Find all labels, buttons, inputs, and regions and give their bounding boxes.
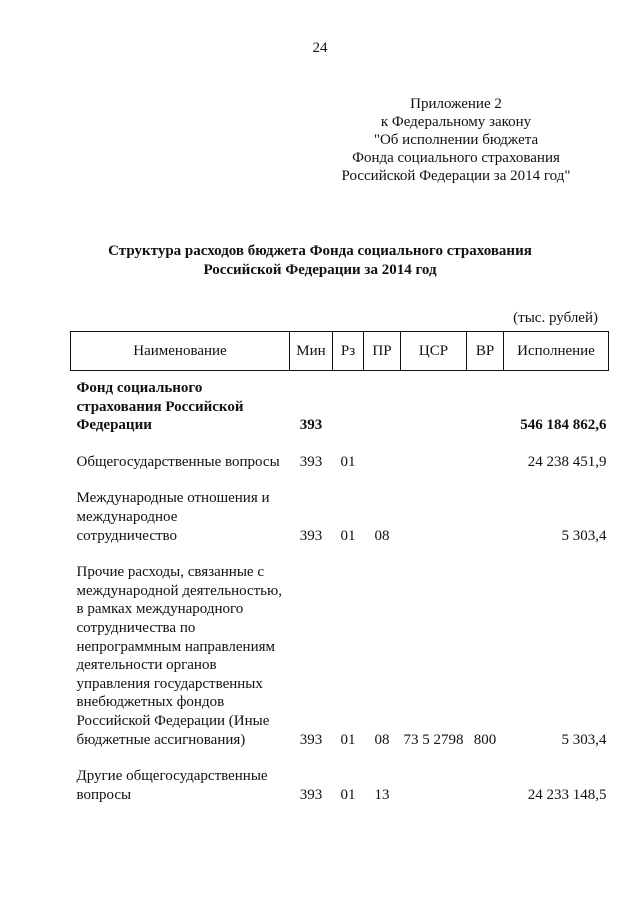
- header-name: Наименование: [71, 332, 290, 371]
- cell-vr: [467, 371, 504, 435]
- row-name-line: Российской Федерации (Иные: [76, 712, 270, 729]
- appendix-line: к Федеральному закону: [380, 114, 532, 130]
- cell-rz: [333, 371, 364, 435]
- cell-min: 393: [299, 786, 323, 803]
- header-vr: ВР: [467, 332, 504, 371]
- appendix-line: Фонда социального страхования: [352, 150, 560, 166]
- table-row: [71, 749, 609, 804]
- row-name-line: Международные отношения и: [76, 490, 270, 507]
- page-number: 24: [312, 40, 328, 56]
- cell-min: 393: [299, 417, 323, 434]
- appendix-line: Приложение 2: [410, 96, 502, 112]
- row-name-line: Общегосударственные вопросы: [76, 453, 280, 470]
- cell-exec: 5 303,4: [561, 527, 607, 544]
- appendix-line: Российской Федерации за 2014 год": [341, 168, 571, 184]
- cell-vr: [467, 749, 504, 804]
- row-name: [71, 749, 290, 804]
- document-title: [0, 242, 640, 280]
- row-name-line: сотрудничества по: [76, 619, 196, 636]
- row-name-line: непрограммным направлениям: [76, 638, 276, 655]
- cell-pr: 13: [374, 786, 390, 803]
- cell-pr: 08: [374, 731, 390, 748]
- cell-vr: [467, 435, 504, 472]
- row-name-line: деятельности органов: [76, 657, 217, 674]
- cell-csr: 73 5 2798: [403, 731, 464, 748]
- row-name: [71, 371, 290, 435]
- cell-rz: 01: [340, 453, 356, 470]
- row-name-line: Федерации: [76, 417, 152, 434]
- appendix-line: "Об исполнении бюджета: [373, 132, 539, 148]
- cell-exec: 24 238 451,9: [527, 453, 607, 470]
- row-name-line: страхования Российской: [76, 398, 244, 415]
- cell-min: 393: [299, 527, 323, 544]
- cell-exec: 546 184 862,6: [520, 417, 607, 434]
- cell-vr: [467, 471, 504, 545]
- header-pr: ПР: [364, 332, 401, 371]
- cell-min: 393: [299, 731, 323, 748]
- row-name: [71, 435, 290, 472]
- table-header: [71, 332, 609, 371]
- row-name-line: международной деятельностью,: [76, 582, 282, 599]
- row-name-line: Другие общегосударственные: [76, 768, 268, 785]
- table-row: [71, 435, 609, 472]
- cell-csr: [401, 471, 467, 545]
- row-name-line: международное: [76, 508, 178, 525]
- row-name-line: в рамках международного: [76, 601, 244, 618]
- row-name-line: управления государственных: [76, 675, 263, 692]
- row-name-line: Фонд социального: [76, 380, 203, 396]
- header-min: Мин: [290, 332, 333, 371]
- cell-csr: [401, 371, 467, 435]
- cell-csr: [401, 749, 467, 804]
- cell-rz: 01: [340, 527, 356, 544]
- cell-csr: [401, 435, 467, 472]
- budget-table: [70, 331, 609, 804]
- cell-vr: 800: [473, 731, 497, 748]
- cell-exec: 24 233 148,5: [527, 786, 607, 803]
- cell-pr: [364, 435, 401, 472]
- table-row: [71, 371, 609, 435]
- row-name: [71, 471, 290, 545]
- header-csr: ЦСР: [401, 332, 467, 371]
- title-line: Российской Федерации за 2014 год: [203, 262, 437, 278]
- header-rz: Рз: [333, 332, 364, 371]
- cell-min: 393: [299, 453, 323, 470]
- row-name-line: Прочие расходы, связанные с: [76, 564, 264, 581]
- row-name-line: внебюджетных фондов: [76, 694, 225, 711]
- cell-pr: [364, 371, 401, 435]
- row-name-line: вопросы: [76, 786, 132, 803]
- cell-exec: 5 303,4: [561, 731, 607, 748]
- row-name-line: бюджетные ассигнования): [76, 731, 246, 748]
- header-exec: Исполнение: [504, 332, 609, 371]
- appendix-header: [316, 95, 596, 185]
- title-line: Структура расходов бюджета Фонда социального страхования: [108, 243, 532, 259]
- table-row: [71, 471, 609, 545]
- row-name-line: сотрудничество: [76, 527, 178, 544]
- cell-rz: 01: [340, 786, 356, 803]
- table-body: [71, 371, 609, 805]
- row-name: [71, 545, 290, 749]
- table-row: [71, 545, 609, 749]
- cell-pr: 08: [374, 527, 390, 544]
- units-label: (тыс. рублей): [513, 310, 598, 326]
- cell-rz: 01: [340, 731, 356, 748]
